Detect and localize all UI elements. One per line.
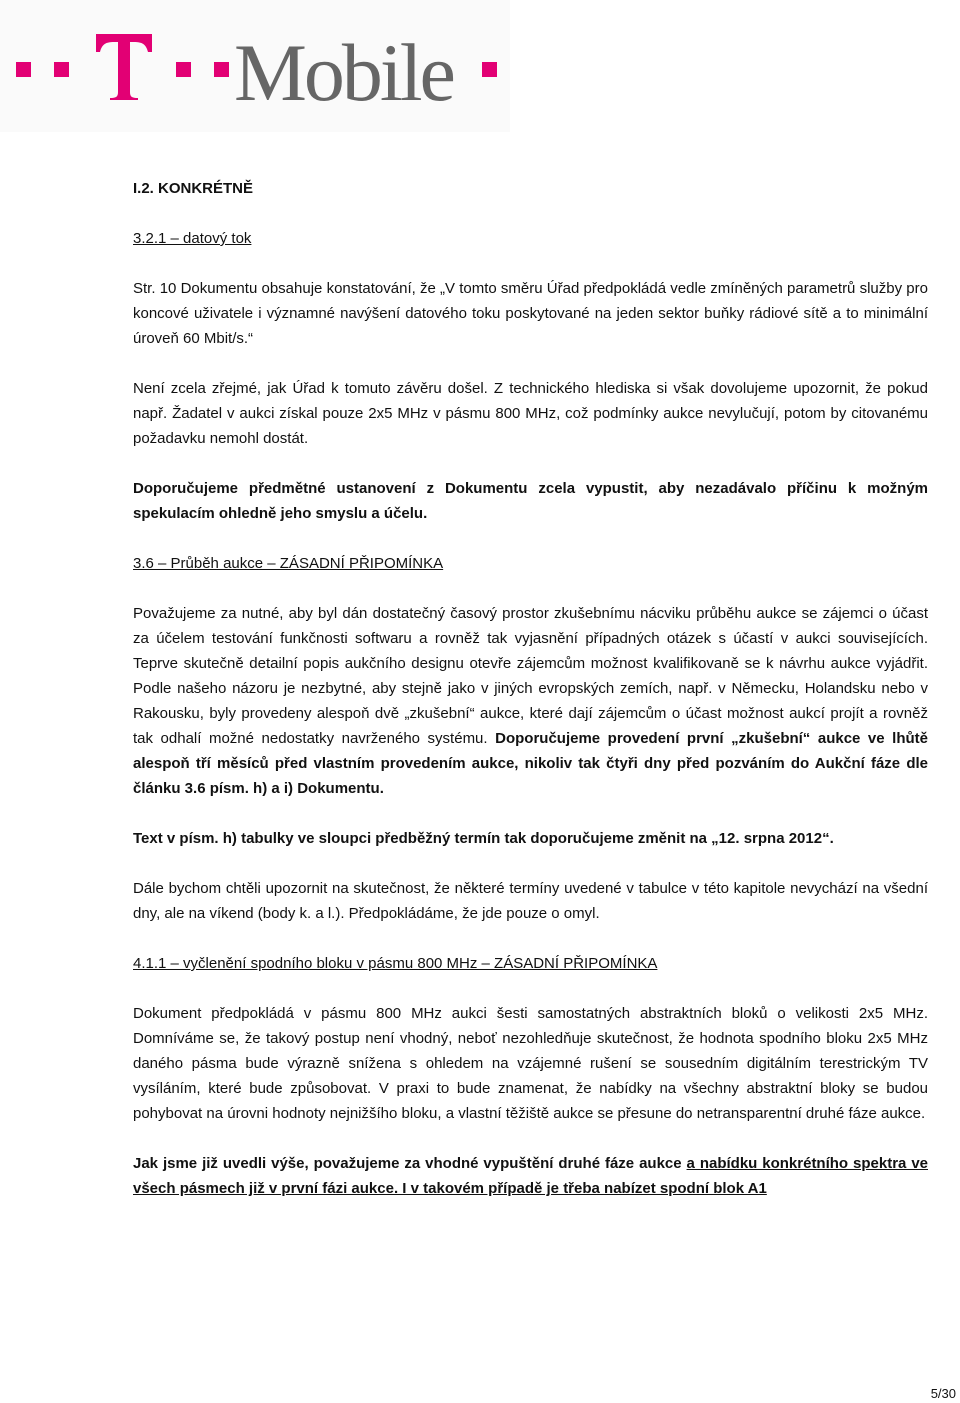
section-title: I.2. KONKRÉTNĚ: [133, 180, 254, 197]
paragraph: Není zcela zřejmé, jak Úřad k tomuto závěru došel. Z technického hlediska si však dovolujeme upozornit, že pokud např. Žadatel v aukci získal pouze 2x5 MHz v pásmu 800 MHz, což podmínky aukce nevylučují, potom by citovanému požadavku nemohl dostát.: [133, 380, 928, 447]
document-body: [133, 176, 928, 1201]
recommendation-paragraph: Text v písm. h) tabulky ve sloupci předběžný termín tak doporučujeme změnit na „12. srpna 2012“.: [133, 830, 834, 847]
logo-dot: [482, 62, 497, 77]
tmobile-logo: [0, 0, 510, 132]
heading-3-2-1: 3.2.1 – datový tok: [133, 230, 252, 247]
recommendation-text: Doporučujeme provedení první „zkušební“ aukce ve lhůtě alespoň tří měsíců před vlastním provedením aukce, nikoliv tak čtyři dny před pozváním do Aukční fáze dle článku 3.6 písm. h) a i) Dokumentu.: [133, 730, 928, 797]
page-number: 5/30: [930, 1386, 956, 1401]
logo-dot: [214, 62, 229, 77]
heading-3-6: 3.6 – Průběh aukce – ZÁSADNÍ PŘIPOMÍNKA: [133, 555, 444, 572]
recommendation-paragraph: Doporučujeme předmětné ustanovení z Dokumentu zcela vypustit, aby nezadávalo příčinu k možným spekulacím ohledně jeho smyslu a účelu.: [133, 480, 928, 522]
paragraph: Dále bychom chtěli upozornit na skutečnost, že některé termíny uvedené v tabulce v této kapitole nevychází na všední dny, ale na víkend (body k. a l.). Předpokládáme, že jde pouze o omyl.: [133, 880, 928, 922]
paragraph-text: Považujeme za nutné, aby byl dán dostatečný časový prostor zkušebnímu nácviku průběhu aukce se zájemci o účast za účelem testování funkčnosti softwaru a rovněž tak vyjasnění případných otázek s účastí v aukci souvisejících. Teprve skutečně detailní popis aukčního designu otevře zájemcům možnost kvalifikovaně se k návrhu aukce vyjádřit. Podle našeho názoru je nezbytné, aby stejně jako v jiných evropských zemích, např. v Německu, Holandsku nebo v Rakousku, byly provedeny alespoň dvě „zkušební“ aukce, které dají zájemcům o účast možnost aukcí projít a rovněž tak odhalí možné nedostatky navrženého systému.: [133, 605, 928, 747]
logo-dot: [16, 62, 31, 77]
paragraph: [133, 601, 928, 801]
logo-mobile-word: Mobile: [234, 27, 453, 118]
logo-dot: [54, 62, 69, 77]
paragraph: Dokument předpokládá v pásmu 800 MHz aukci šesti samostatných abstraktních bloků o velikosti 2x5 MHz. Domníváme se, že takový postup není vhodný, neboť nezohledňuje skutečnost, že hodnota spodního bloku 2x5 MHz daného pásma bude výrazně snížena s ohledem na vzájemné rušení se sousedním digitálním terestrickým TV vysíláním, které bude způsobovat. V praxi to bude znamenat, že nabídky na všechny abstraktní bloky se budou pohybovat na úrovni hodnoty nejnižšího bloku, a vlastní těžiště aukce se přesune do netransparentní druhé fáze aukce.: [133, 1005, 928, 1122]
tmobile-logo-graphic: [0, 0, 510, 132]
logo-t-letter: [96, 34, 152, 100]
heading-4-1-1: 4.1.1 – vyčlenění spodního bloku v pásmu 800 MHz – ZÁSADNÍ PŘIPOMÍNKA: [133, 955, 658, 972]
logo-dot: [176, 62, 191, 77]
paragraph: Str. 10 Dokumentu obsahuje konstatování, že „V tomto směru Úřad předpokládá vedle zmíněných parametrů služby pro koncové uživatele i významné navýšení datového toku poskytované na jeden sektor buňky rádiové sítě a to minimální úroveň 60 Mbit/s.“: [133, 280, 928, 347]
recommendation-text: Jak jsme již uvedli výše, považujeme za vhodné vypuštění druhé fáze aukce: [133, 1155, 687, 1172]
recommendation-text-underlined: a nabídku konkrétního spektra ve všech pásmech již v první fázi aukce. I v takovém případě je třeba nabízet spodní blok A1: [133, 1155, 929, 1197]
recommendation-paragraph: [133, 1151, 928, 1201]
